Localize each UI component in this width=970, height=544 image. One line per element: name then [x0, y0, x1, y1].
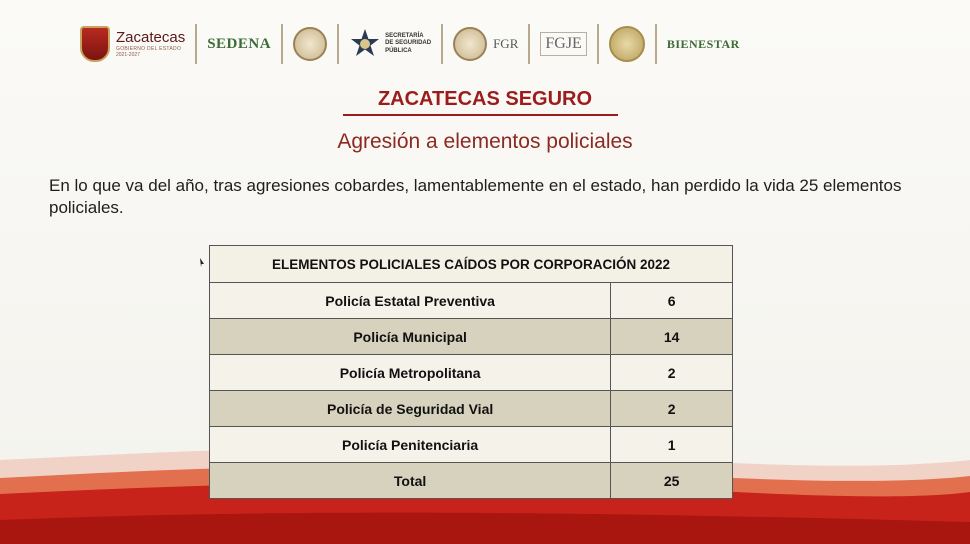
bienestar-seal-icon: [609, 26, 645, 62]
logo-divider: [597, 24, 599, 64]
fgje-logo: [540, 18, 586, 70]
zacatecas-logo: [80, 18, 185, 70]
zacatecas-shield-icon: [80, 26, 110, 62]
row-label: Policía de Seguridad Vial: [210, 391, 611, 427]
logo-divider: [528, 24, 530, 64]
table-row: [210, 283, 733, 319]
row-label: Policía Estatal Preventiva: [210, 283, 611, 319]
row-value: 2: [611, 391, 733, 427]
row-value: 1: [611, 427, 733, 463]
logo-divider: [281, 24, 283, 64]
police-star-icon: [349, 28, 381, 60]
logo-divider: [195, 24, 197, 64]
page-title: ZACATECAS SEGURO: [377, 88, 593, 110]
row-value: 14: [611, 319, 733, 355]
bienestar-seal-logo: [609, 18, 645, 70]
table-header: ELEMENTOS POLICIALES CAÍDOS POR CORPORACIÓN 2022: [210, 246, 733, 283]
zacatecas-years: 2021-2027: [116, 52, 140, 58]
logo-divider: [655, 24, 657, 64]
fgr-text: FGR: [493, 36, 519, 51]
bienestar-logo: BIENESTAR: [666, 36, 740, 51]
guardia-seal-icon: [293, 27, 327, 61]
table-total-row: [210, 463, 733, 499]
fgr-logo: [453, 18, 518, 70]
row-value: 2: [611, 355, 733, 391]
row-label: Policía Penitenciaria: [210, 427, 611, 463]
page-subtitle: Agresión a elementos policiales: [337, 130, 633, 153]
mouse-cursor-icon: [200, 258, 204, 267]
ssp-line1: SECRETARÍA: [385, 33, 424, 40]
table-row: [210, 319, 733, 355]
table-row: [210, 355, 733, 391]
logo-divider: [441, 24, 443, 64]
body-paragraph: En lo que va del año, tras agresiones cobardes, lamentablemente en el estado, han perdido la vida 25 elementos policiales.: [49, 176, 902, 217]
fgje-text: FGJE: [540, 32, 586, 56]
table-row: [210, 391, 733, 427]
guardia-seal-logo: [293, 18, 327, 70]
title-underline: [343, 114, 618, 116]
row-value: 6: [611, 283, 733, 319]
row-label: Policía Municipal: [210, 319, 611, 355]
total-value: 25: [611, 463, 733, 499]
fgr-seal-icon: [453, 27, 487, 61]
zacatecas-name: Zacatecas: [116, 29, 186, 46]
logo-bar: [80, 18, 910, 70]
ssp-line2: DE SEGURIDAD: [385, 40, 432, 47]
total-label: Total: [210, 463, 611, 499]
sedena-logo: SEDENA: [207, 35, 272, 52]
table-row: [210, 427, 733, 463]
fallen-officers-table: [209, 245, 733, 499]
row-label: Policía Metropolitana: [210, 355, 611, 391]
logo-divider: [337, 24, 339, 64]
zacatecas-subtitle: GOBIERNO DEL ESTADO: [116, 46, 182, 52]
ssp-line3: PÚBLICA: [385, 47, 412, 54]
ssp-logo: [349, 18, 431, 70]
